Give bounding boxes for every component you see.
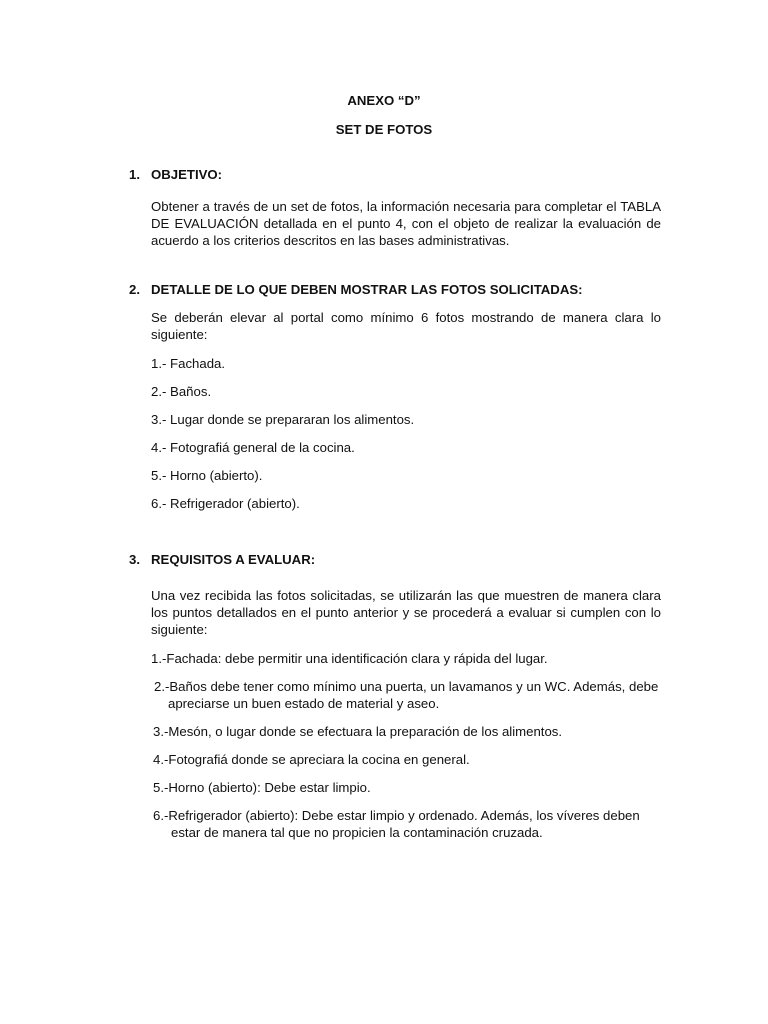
list-item: 6.-Refrigerador (abierto): Debe estar limpio y ordenado. Además, los víveres deben estar de manera tal que no propicien la contaminación cruzada. bbox=[153, 808, 640, 840]
list-item: 3.-Mesón, o lugar donde se efectuara la preparación de los alimentos. bbox=[153, 724, 563, 739]
section-heading-text: DETALLE DE LO QUE DEBEN MOSTRAR LAS FOTOS SOLICITADAS: bbox=[151, 282, 583, 297]
section-1-paragraph: Obtener a través de un set de fotos, la información necesaria para completar el TABLA DE EVALUACIÓN detallada en el punto 4, con el objeto de realizar la evaluación de acuerdo a los criterios descritos en las bases administrativas. bbox=[151, 199, 661, 248]
section-3-paragraph: Una vez recibida las fotos solicitadas, se utilizarán las que muestren de manera clara los puntos detallados en el punto anterior y se procederá a evaluar si cumplen con lo siguiente: bbox=[151, 588, 661, 637]
list-item: 3.- Lugar donde se prepararan los alimentos. bbox=[151, 412, 415, 427]
section-1-heading bbox=[129, 166, 222, 183]
list-item: 4.-Fotografiá donde se apreciara la cocina en general. bbox=[153, 752, 470, 767]
list-item: 5.-Horno (abierto): Debe estar limpio. bbox=[153, 780, 371, 795]
list-item: 1.- Fachada. bbox=[151, 356, 226, 371]
document-subtitle: SET DE FOTOS bbox=[335, 122, 433, 137]
list-item: 2.-Baños debe tener como mínimo una puerta, un lavamanos y un WC. Además, debe apreciarse un buen estado de material y aseo. bbox=[154, 679, 659, 711]
annex-title: ANEXO “D” bbox=[347, 93, 421, 108]
list-item: 2.- Baños. bbox=[151, 384, 212, 399]
section-heading-text: OBJETIVO: bbox=[151, 167, 223, 182]
section-heading-text: REQUISITOS A EVALUAR: bbox=[151, 552, 316, 567]
list-item: 5.- Horno (abierto). bbox=[151, 468, 263, 483]
section-2-heading bbox=[129, 281, 583, 298]
section-number: 1. bbox=[129, 167, 140, 182]
section-number: 2. bbox=[129, 282, 140, 297]
list-item: 4.- Fotografiá general de la cocina. bbox=[151, 440, 355, 455]
list-item: 1.-Fachada: debe permitir una identificación clara y rápida del lugar. bbox=[151, 651, 548, 666]
section-3-heading bbox=[129, 551, 315, 568]
section-2-paragraph: Se deberán elevar al portal como mínimo 6 fotos mostrando de manera clara lo siguiente: bbox=[151, 310, 661, 342]
list-item: 6.- Refrigerador (abierto). bbox=[151, 496, 300, 511]
section-number: 3. bbox=[129, 552, 140, 567]
